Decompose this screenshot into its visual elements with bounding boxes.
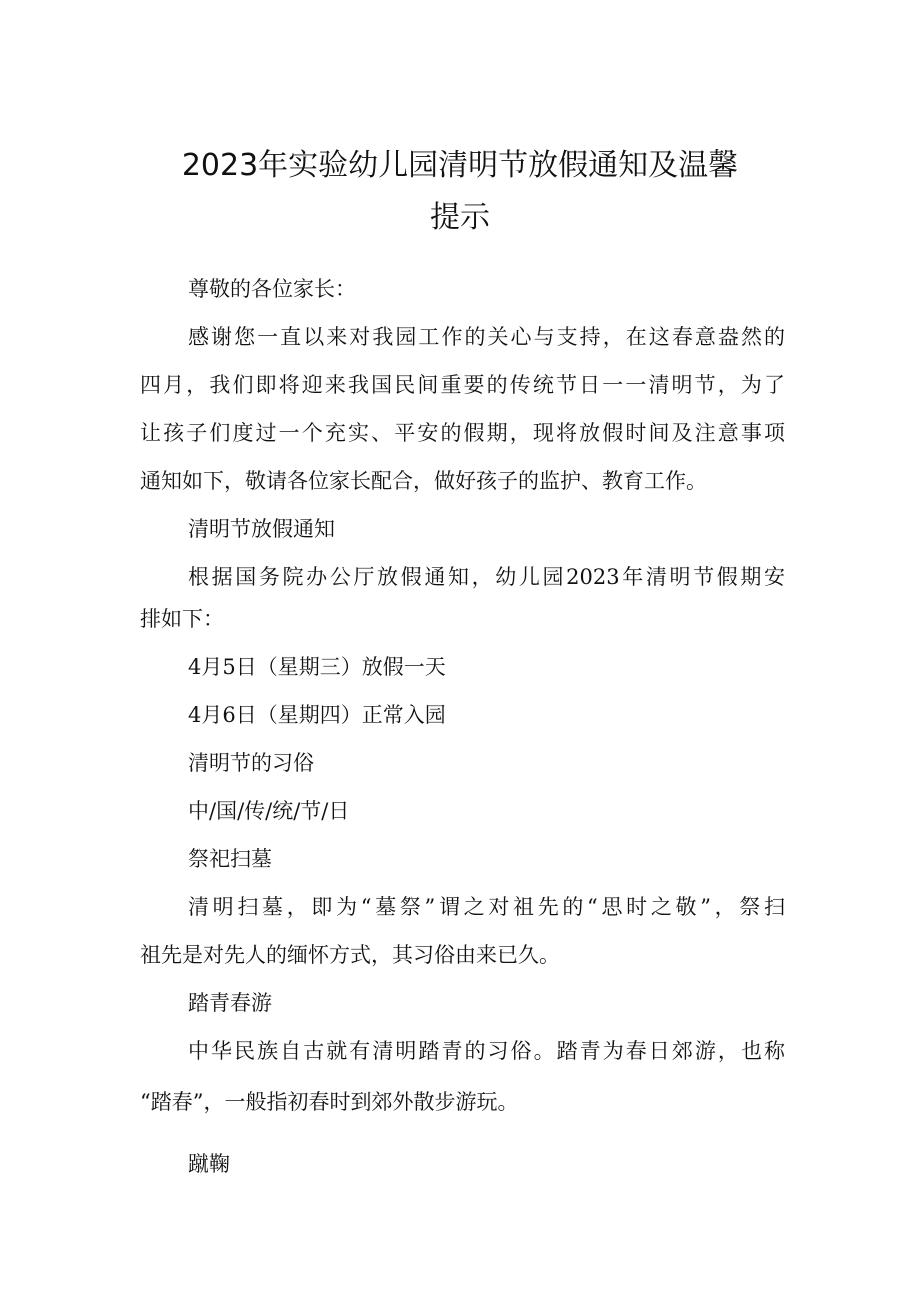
- paragraph-line: 让孩子们度过一个充实、平安的假期，现将放假时间及注意事项: [140, 421, 785, 445]
- paragraph-line: 根据国务院办公厅放假通知，幼儿园2023年清明节假期安: [188, 565, 785, 589]
- section-heading: 蹴鞠: [188, 1152, 230, 1176]
- document-title-continued: 提示: [430, 200, 490, 235]
- paragraph-line: 通知如下，敬请各位家长配合，做好孩子的监护、教育工作。: [140, 469, 707, 493]
- section-subtitle: 中/国/传/统/节/日: [188, 799, 350, 823]
- paragraph-line: 感谢您一直以来对我园工作的关心与支持，在这春意盎然的: [188, 325, 785, 349]
- section-heading: 清明节放假通知: [188, 517, 335, 541]
- section-heading: 清明节的习俗: [188, 751, 314, 775]
- document-title: 2023年实验幼儿园清明节放假通知及温馨: [181, 148, 739, 183]
- paragraph-line: 排如下：: [140, 607, 224, 631]
- schedule-item: 4月6日（星期四）正常入园: [188, 703, 446, 727]
- schedule-item: 4月5日（星期三）放假一天: [188, 655, 446, 679]
- section-heading: 祭祀扫墓: [188, 847, 272, 871]
- paragraph-line: “踏春”，一般指初春时到郊外散步游玩。: [140, 1090, 519, 1114]
- paragraph-line: 祖先是对先人的缅怀方式，其习俗由来已久。: [140, 943, 560, 967]
- paragraph-line: 四月，我们即将迎来我国民间重要的传统节日一一清明节，为了: [140, 373, 785, 397]
- paragraph-line: 中华民族自古就有清明踏青的习俗。踏青为春日郊游，也称: [188, 1039, 785, 1063]
- paragraph-line: 清明扫墓，即为“墓祭”谓之对祖先的“思时之敬”，祭扫: [188, 895, 785, 919]
- section-heading: 踏青春游: [188, 991, 272, 1015]
- salutation: 尊敬的各位家长：: [188, 277, 356, 301]
